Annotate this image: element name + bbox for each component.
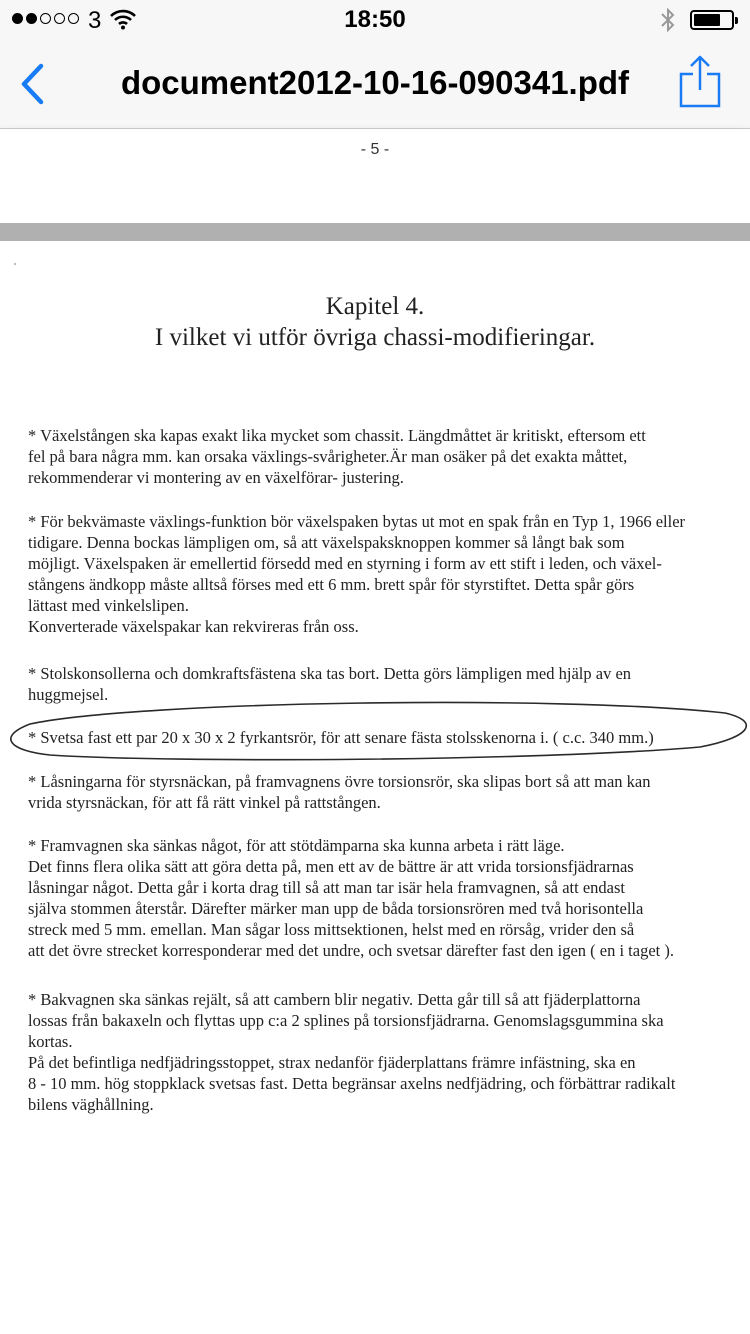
- text-line: * Låsningarna för styrsnäckan, på framvagnens övre torsionsrör, ska slipas bort så att man kan: [28, 772, 651, 791]
- text-line: möjligt. Växelspaken är emellertid försedd med en styrning i form av ett stift i leden, och växel-: [28, 554, 662, 573]
- back-button[interactable]: [12, 60, 52, 108]
- paragraph: [28, 771, 750, 813]
- text-line: själva stommen återstår. Därefter märker man upp de båda torsionsrören med två horisontella: [28, 899, 644, 918]
- paragraph-highlighted: [28, 727, 750, 748]
- page-number: - 5 -: [360, 141, 390, 158]
- text-line: Det finns flera olika sätt att göra detta på, men ett av de bättre är att vrida torsionsfjädrarnas: [28, 857, 634, 876]
- paragraph: [28, 835, 750, 961]
- bluetooth-icon: [660, 7, 676, 38]
- clock: 18:50: [344, 6, 406, 33]
- text-line: * Växelstången ska kapas exakt lika mycket som chassit. Längdmåttet är kritiskt, eftersom ett: [28, 426, 646, 445]
- paragraph: [28, 511, 750, 637]
- text-line: lossas från bakaxeln och flyttas upp c:a 2 splines på torsionsfjädrarna. Genomslagsgummina ska: [28, 1011, 664, 1030]
- text-line: att det övre strecket korresponderar med det undre, och svetsar därefter fast den igen ( en i taget ).: [28, 941, 674, 960]
- text-line: * Bakvagnen ska sänkas rejält, så att cambern blir negativ. Detta går till så att fjäderplattorna: [28, 990, 641, 1009]
- text-line: fel på bara några mm. kan orsaka växlings-svårigheter.Är man osäker på det exakta måttet,: [28, 447, 628, 466]
- text-line: * Framvagnen ska sänkas något, för att stötdämparna ska kunna arbeta i rätt läge.: [28, 836, 565, 855]
- text-line: kortas.: [28, 1032, 73, 1051]
- text-line: låsningar något. Detta går i korta drag till så att man tar isär hela framvagnen, så att endast: [28, 878, 625, 897]
- chevron-left-icon: [19, 63, 45, 105]
- text-line: rekommenderar vi montering av en växelförar- justering.: [28, 468, 404, 487]
- paragraph: [28, 989, 750, 1115]
- text-line: bilens väghållning.: [28, 1095, 154, 1114]
- text-line: * Svetsa fast ett par 20 x 30 x 2 fyrkantsrör, för att senare fästa stolsskenorna i. ( c.c. 340 mm.): [28, 728, 654, 747]
- chapter-subtitle: I vilket vi utför övriga chassi-modifieringar.: [154, 324, 596, 351]
- document-title: document2012-10-16-090341.pdf: [120, 64, 630, 101]
- text-line: 8 - 10 mm. hög stoppklack svetsas fast. Detta begränsar axelns nedfjädring, och förbättrar radikalt: [28, 1074, 676, 1093]
- text-line: tidigare. Denna bockas lämpligen om, så att växelspaksknoppen kommer så långt bak som: [28, 533, 625, 552]
- paragraph: [28, 425, 750, 488]
- carrier-label: 3: [88, 7, 102, 34]
- text-line: * Stolskonsollerna och domkraftsfästena ska tas bort. Detta görs lämpligen med hjälp av en: [28, 664, 632, 683]
- text-line: Konverterade växelspakar kan rekvireras från oss.: [28, 617, 359, 636]
- document-page[interactable]: [0, 241, 750, 1334]
- scan-speck: [14, 263, 16, 265]
- text-line: huggmejsel.: [28, 685, 109, 704]
- text-line: lättast med vinkelslipen.: [28, 596, 189, 615]
- battery-icon: [690, 10, 734, 30]
- chapter-heading: [0, 291, 750, 353]
- share-button[interactable]: [676, 54, 724, 110]
- navigation-bar: [0, 40, 750, 129]
- page-separator: [0, 223, 750, 241]
- text-line: stångens ändkopp måste alltså förses med ett 6 mm. brett spår för styrstiftet. Detta spår görs: [28, 575, 635, 594]
- status-bar: [0, 0, 750, 40]
- share-icon: [676, 54, 724, 110]
- text-line: vrida styrsnäckan, för att få rätt vinkel på rattstången.: [28, 793, 381, 812]
- text-line: streck med 5 mm. emellan. Man sågar loss mittsektionen, helst med en rörsåg, vrider den så: [28, 920, 635, 939]
- text-line: På det befintliga nedfjädringsstoppet, strax nedanför fjäderplattans främre infästning, ska en: [28, 1053, 636, 1072]
- chapter-title: Kapitel 4.: [325, 293, 425, 320]
- text-line: * För bekvämaste växlings-funktion bör växelspaken bytas ut mot en spak från en Typ 1, 1966 eller: [28, 512, 686, 531]
- previous-page: [0, 129, 750, 223]
